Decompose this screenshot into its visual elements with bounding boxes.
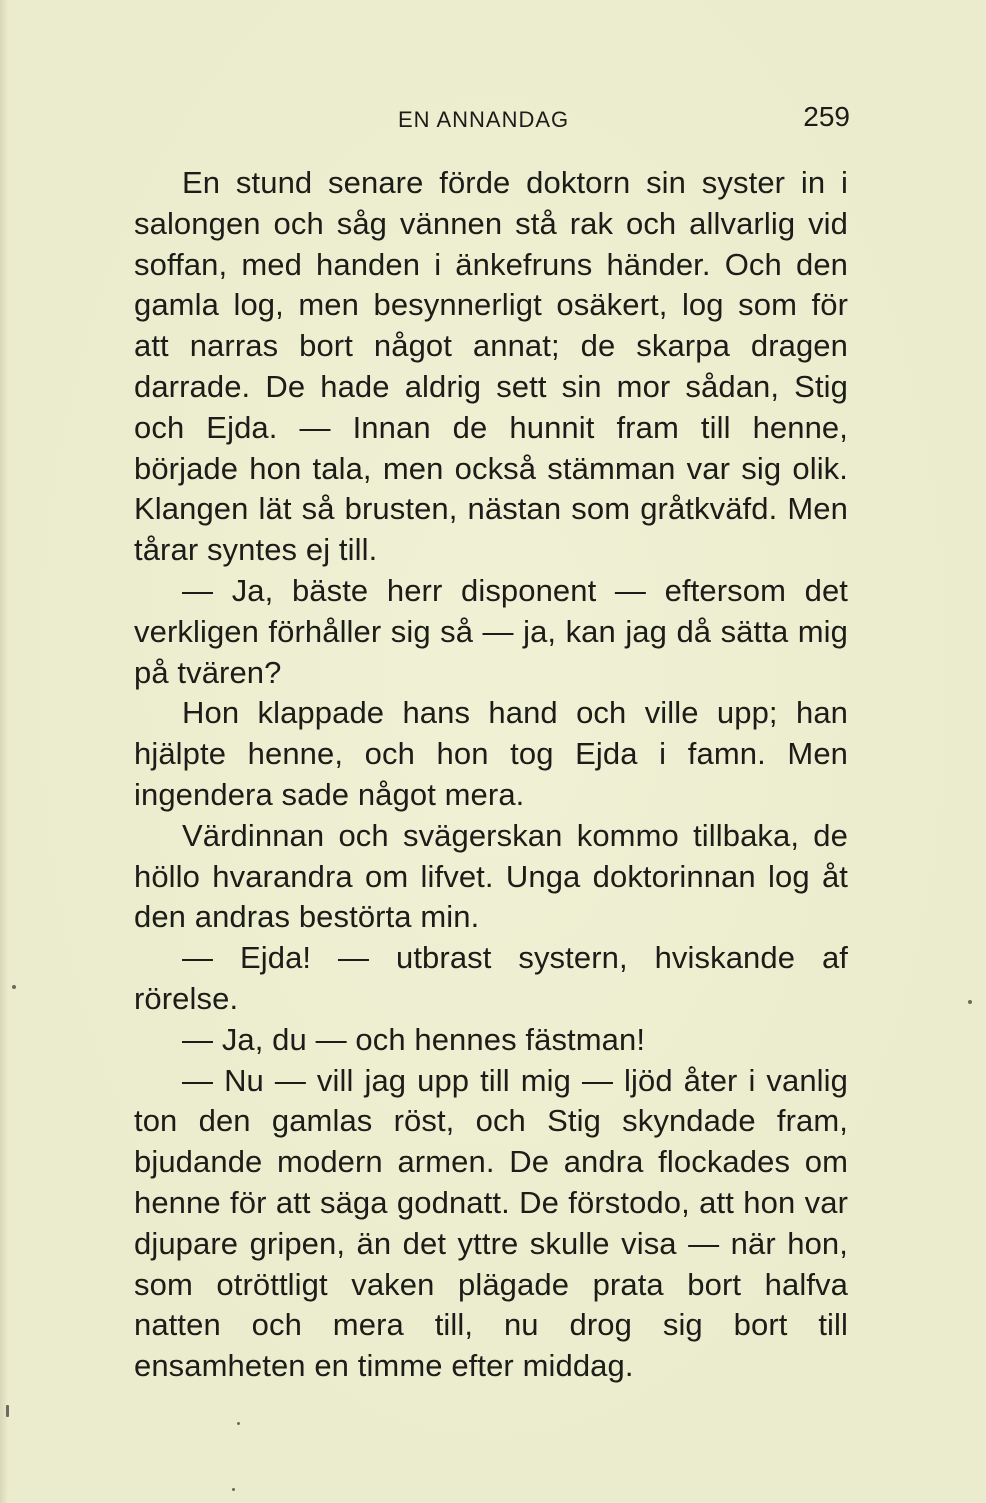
paper-speck bbox=[968, 1000, 972, 1004]
paper-speck bbox=[232, 1488, 235, 1491]
paragraph: En stund senare förde doktorn sin syster in i salongen och såg vännen stå rak och allvarlig vid soffan, med handen i änkefruns händer. Och den gamla log, men besynnerligt osäkert, log som för att narras bort något annat; de skarpa dragen darrade. De hade aldrig sett sin mor sådan, Stig och Ejda. — Innan de hunnit fram till henne, började hon tala, men också stämman var sig olik. Klangen lät så brusten, nästan som gråtkväfd. Men tårar syntes ej till. bbox=[134, 165, 848, 568]
paragraph: — Ja, du — och hennes fästman! bbox=[182, 1021, 646, 1057]
paragraph: — Nu — vill jag upp till mig — ljöd åter i vanlig ton den gamlas röst, och Stig skyndade fram, bjudande modern armen. De andra flockades om henne för att säga godnatt. De förstodo, att hon var djupare gripen, än det yttre skulle visa — när hon, som otröttligt vaken plägade prata bort halfva natten och mera till, nu drog sig bort till ensamheten en timme efter middag. bbox=[134, 1062, 848, 1384]
paper-speck bbox=[237, 1422, 240, 1425]
paragraph: Värdinnan och svägerskan kommo tillbaka, de höllo hvarandra om lifvet. Unga doktorinnan log åt den andras bestörta min. bbox=[134, 817, 848, 935]
paper-speck bbox=[12, 985, 16, 989]
running-head: EN ANNANDAG bbox=[398, 107, 570, 132]
body-text bbox=[134, 163, 848, 1387]
paragraph: — Ja, bäste herr disponent — eftersom det verkligen förhåller sig så — ja, kan jag då sätta mig på tvären? bbox=[134, 572, 848, 690]
paper-speck bbox=[6, 1405, 9, 1417]
page-header bbox=[134, 101, 850, 137]
page-edge-shadow bbox=[0, 0, 8, 1503]
page-number: 259 bbox=[803, 101, 850, 132]
paragraph: Hon klappade hans hand och ville upp; han hjälpte henne, och hon tog Ejda i famn. Men ingendera sade något mera. bbox=[134, 695, 848, 812]
paragraph: — Ejda! — utbrast systern, hviskande af rörelse. bbox=[134, 940, 848, 1016]
